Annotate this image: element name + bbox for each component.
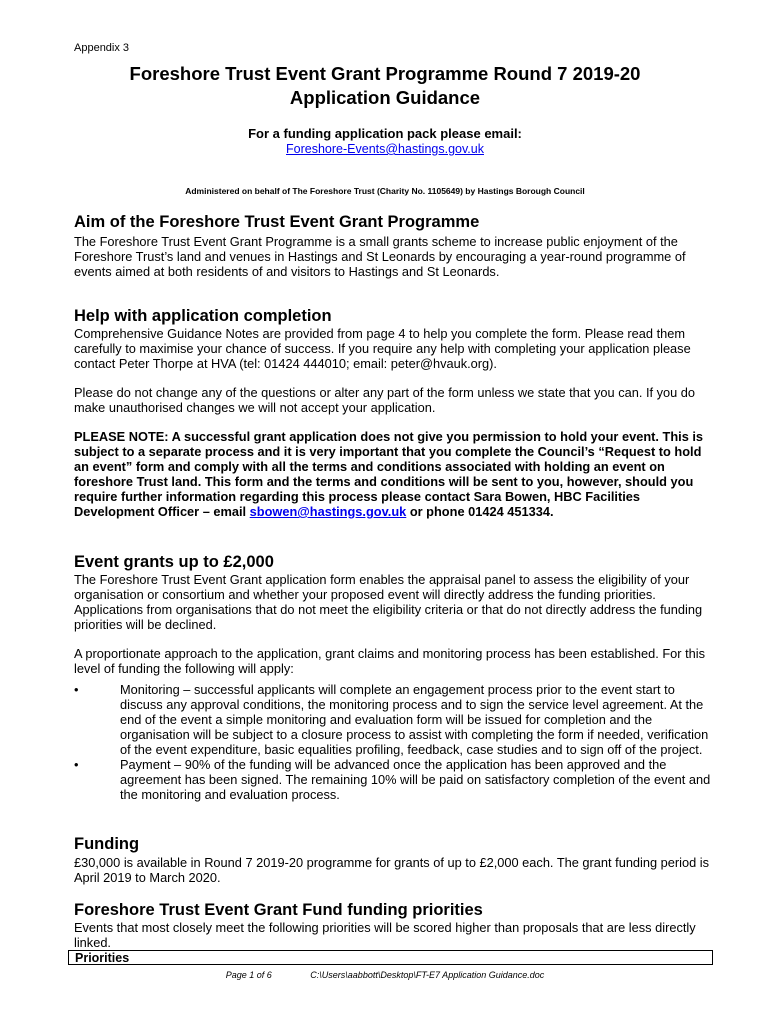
appendix-label: Appendix 3 (74, 42, 130, 54)
funding-paragraph: £30,000 is available in Round 7 2019-20 programme for grants of up to £2,000 each. The grant funding period is April 2019 to March 2020. (74, 855, 710, 885)
aim-heading: Aim of the Foreshore Trust Event Grant Programme (74, 213, 480, 231)
payment-bullet-text: Payment – 90% of the funding will be advanced once the application has been approved and the agreement has been signed. The remaining 10% will be paid on satisfactory completion of the event and the monitoring and evaluation process. (120, 757, 711, 802)
aim-paragraph: The Foreshore Trust Event Grant Programme is a small grants scheme to increase public enjoyment of the Foreshore Trust’s land and venues in Hastings and St Leonards by encouraging a year-round programme of events aimed at both residents of and visitors to Hastings and St Leonards. (74, 234, 686, 279)
help-paragraph-2: Please do not change any of the questions or alter any part of the form unless we state that you can. If you do make unauthorised changes we will not accept your application. (74, 385, 696, 415)
list-item (74, 682, 714, 757)
pack-email-link[interactable]: Foreshore-Events@hastings.gov.uk (286, 142, 484, 156)
help-paragraph-1: Comprehensive Guidance Notes are provided from page 4 to help you complete the form. Please read them carefully to maximise your chance of success. If you require any help with completing your application please contact Peter Thorpe at HVA (tel: 01424 444010; email: peter@hvauk.org). (74, 326, 691, 371)
priorities-heading: Foreshore Trust Event Grant Fund funding priorities (74, 901, 483, 919)
bullet-icon: • (74, 757, 79, 772)
priorities-table-header: Priorities (68, 950, 713, 965)
page-number: Page 1 of 6 (225, 970, 272, 980)
event-grants-paragraph-1: The Foreshore Trust Event Grant application form enables the appraisal panel to assess the eligibility of your organisation or consortium and whether your proposed event will directly address the funding priorities. Applications from organisations that do not meet the eligibility criteria or that do not directly address the funding priorities will be declined. (74, 572, 703, 632)
page-footer (0, 970, 770, 980)
title-line-2: Application Guidance (289, 87, 481, 108)
page-title (40, 62, 730, 110)
file-path: C:\Users\aabbott\Desktop\FT-E7 Application Guidance.doc (310, 970, 545, 980)
list-item (74, 757, 714, 802)
help-heading: Help with application completion (74, 307, 332, 325)
funding-text (74, 855, 714, 899)
pack-request-text: For a funding application pack please email: (248, 126, 522, 141)
event-grants-paragraph-2: A proportionate approach to the application, grant claims and monitoring process has been established. For this level of funding the following will apply: (74, 646, 705, 676)
sbowen-email-link[interactable]: sbowen@hastings.gov.uk (249, 504, 407, 519)
priorities-paragraph: Events that most closely meet the following priorities will be scored higher than proposals that are less directly linked. (74, 920, 696, 950)
event-grants-bullet-list (74, 682, 714, 802)
aim-text (74, 234, 714, 293)
administered-by-text: Administered on behalf of The Foreshore Trust (Charity No. 1105649) by Hastings Borough Council (185, 186, 585, 196)
monitoring-bullet-text: Monitoring – successful applicants will complete an engagement process prior to the event start to discuss any approval conditions, the monitoring process and to sign the service level agreement. At the end of the event a simple monitoring and evaluation form will be issued for completion and the organisation will be subject to a closure process to assist with completing the form if needed, verification of the event expenditure, basic equalities profiling, feedback, case studies and to sign off of the project. (120, 682, 709, 757)
event-grants-heading: Event grants up to £2,000 (74, 553, 274, 571)
bullet-icon: • (74, 682, 79, 697)
please-note-tail: or phone 01424 451334. (406, 504, 554, 519)
event-grants-text (74, 572, 714, 676)
please-note-paragraph (74, 429, 714, 519)
please-note-text: PLEASE NOTE: A successful grant application does not give you permission to hold your event. This is subject to a separate process and it is very important that you complete the Council’s “Request to hold an event” form and comply with all the terms and conditions associated with holding an event on foreshore Trust land. This form and the terms and conditions will be sent to you, however, should you require further information regarding this process please contact Sara Bowen, HBC Facilities Development Officer – email (74, 429, 704, 519)
title-line-1: Foreshore Trust Event Grant Programme Round 7 2019-20 (129, 63, 641, 84)
funding-heading: Funding (74, 835, 140, 853)
help-text (74, 326, 714, 533)
